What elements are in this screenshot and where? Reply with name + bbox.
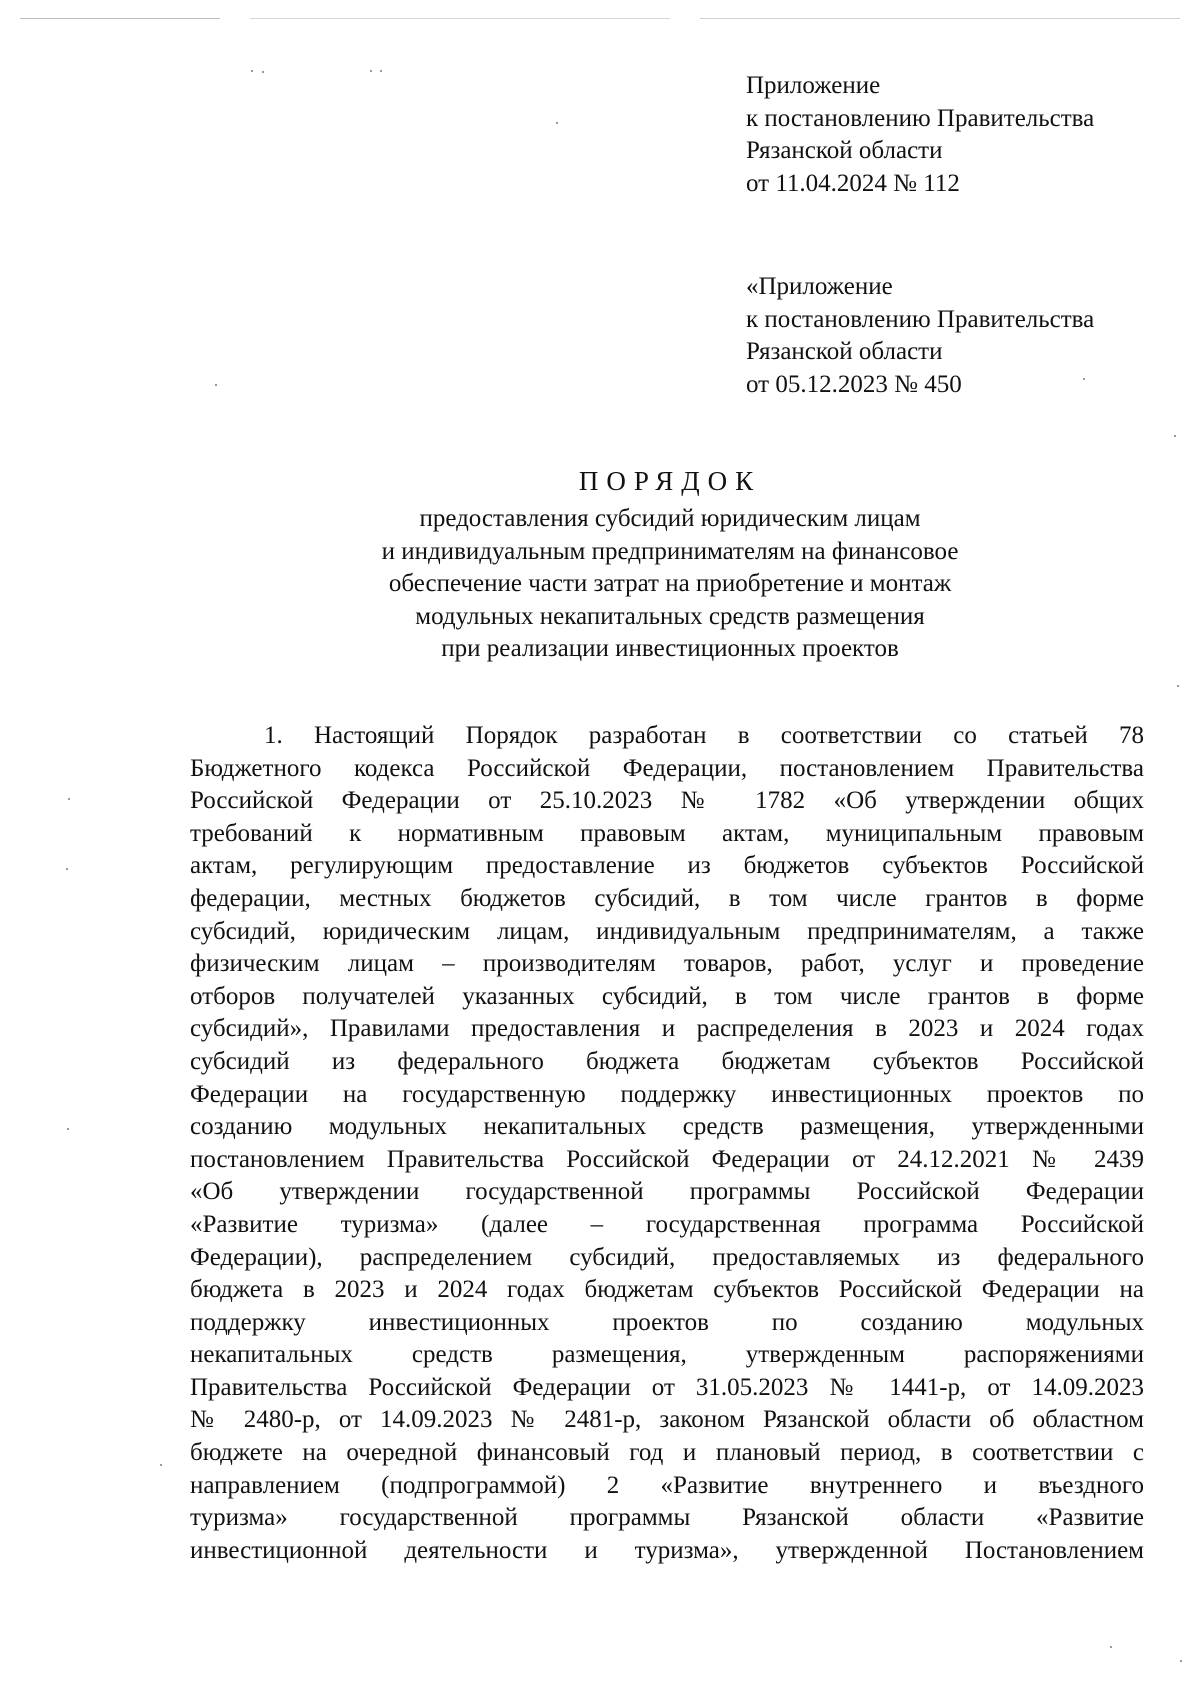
paragraph-line: субсидий из федерального бюджета бюджетам субъектов Российской: [190, 1047, 1144, 1075]
paragraph-line: направлением (подпрограммой) 2 «Развитие внутреннего и въездного: [190, 1471, 1144, 1499]
subtitle-line: обеспечение части затрат на приобретение и монтаж: [388, 570, 952, 598]
paragraph-1: [190, 720, 1144, 1567]
paragraph-line: инвестиционной деятельности и туризма», утвержденной Постановлением: [190, 1536, 1144, 1564]
appendix-line: к постановлению Правительства: [746, 104, 1095, 132]
subtitle-line: и индивидуальным предпринимателям на финансовое: [381, 537, 959, 565]
scan-speck: [1174, 435, 1176, 437]
paragraph-line: отборов получателей указанных субсидий, в том числе грантов в форме: [190, 982, 1144, 1010]
scan-artifact-line: [20, 18, 220, 19]
paragraph-line: постановлением Правительства Российской Федерации от 24.12.2021 № 2439: [190, 1145, 1144, 1173]
paragraph-line: некапитальных средств размещения, утвержденным распоряжениями: [190, 1341, 1144, 1369]
scan-speck: [68, 798, 70, 800]
paragraph-line: физическим лицам – производителям товаров, работ, услуг и проведение: [190, 950, 1144, 978]
paragraph-line: «Развитие туризма» (далее – государственная программа Российской: [190, 1210, 1144, 1238]
scan-speck: [67, 1128, 69, 1130]
appendix-date-number: от 11.04.2024 № 112: [746, 169, 960, 197]
paragraph-line: актам, регулирующим предоставление из бюджетов субъектов Российской: [190, 852, 1144, 880]
appendix-quoted-line: Рязанской области: [746, 338, 943, 365]
scan-speck: [1110, 1646, 1112, 1648]
paragraph-line: № 2480-р, от 14.09.2023 № 2481-р, законом Рязанской области об областном: [190, 1406, 1144, 1434]
paragraph-line: «Об утверждении государственной программы Российской Федерации: [190, 1178, 1144, 1206]
paragraph-line: федерации, местных бюджетов субсидий, в том числе грантов в форме: [190, 884, 1144, 912]
appendix-quoted-line: «Приложение: [746, 273, 893, 300]
paragraph-line: требований к нормативным правовым актам, муниципальным правовым: [190, 819, 1144, 847]
paragraph-line: Российской Федерации от 25.10.2023 № 1782 «Об утверждении общих: [190, 787, 1144, 815]
paragraph-line: туризма» государственной программы Рязанской области «Развитие: [190, 1504, 1144, 1532]
document-subtitle: [190, 503, 1150, 666]
appendix-line: Рязанской области: [746, 137, 943, 164]
scan-speck: [66, 868, 68, 870]
scan-speck: [370, 70, 372, 72]
paragraph-line: субсидий», Правилами предоставления и распределения в 2023 и 2024 годах: [190, 1015, 1144, 1043]
paragraph-line: созданию модульных некапитальных средств размещения, утвержденными: [190, 1113, 1144, 1141]
paragraph-line: Федерации на государственную поддержку инвестиционных проектов по: [190, 1080, 1144, 1108]
scan-speck: [215, 384, 217, 386]
subtitle-line: модульных некапитальных средств размещения: [415, 602, 925, 630]
appendix-header: [746, 70, 1094, 200]
paragraph-line: бюджете на очередной финансовый год и плановый период, в соответствии с: [190, 1439, 1144, 1467]
paragraph-line: Федерации), распределением субсидий, предоставляемых из федерального: [190, 1243, 1144, 1271]
paragraph-line: бюджета в 2023 и 2024 годах бюджетам субъектов Российской Федерации на: [190, 1276, 1144, 1304]
scan-speck: [1177, 685, 1179, 687]
scan-speck: [262, 71, 264, 73]
scan-speck: [160, 1464, 162, 1466]
scan-speck: [251, 70, 253, 72]
subtitle-line: при реализации инвестиционных проектов: [441, 635, 899, 663]
scan-artifact-line: [250, 18, 670, 19]
scan-artifact-line: [700, 18, 1180, 19]
scan-speck: [380, 70, 382, 72]
scan-speck: [1180, 1660, 1182, 1662]
appendix-line: Приложение: [746, 72, 881, 99]
paragraph-line: 1. Настоящий Порядок разработан в соответствии со статьей 78: [264, 722, 1144, 749]
appendix-quoted-date-number: от 05.12.2023 № 450: [746, 370, 962, 398]
subtitle-line: предоставления субсидий юридическим лицам: [419, 505, 921, 532]
scan-speck: [556, 122, 558, 124]
paragraph-line: поддержку инвестиционных проектов по созданию модульных: [190, 1308, 1144, 1336]
paragraph-line: Правительства Российской Федерации от 31.05.2023 № 1441-р, от 14.09.2023: [190, 1373, 1144, 1401]
appendix-quoted-line: к постановлению Правительства: [746, 305, 1095, 333]
paragraph-line: субсидий, юридическим лицам, индивидуальным предпринимателям, а также: [190, 917, 1144, 945]
appendix-quoted-header: [746, 271, 1094, 401]
document-title: ПОРЯДОК: [578, 466, 762, 496]
paragraph-line: Бюджетного кодекса Российской Федерации, постановлением Правительства: [190, 754, 1144, 782]
